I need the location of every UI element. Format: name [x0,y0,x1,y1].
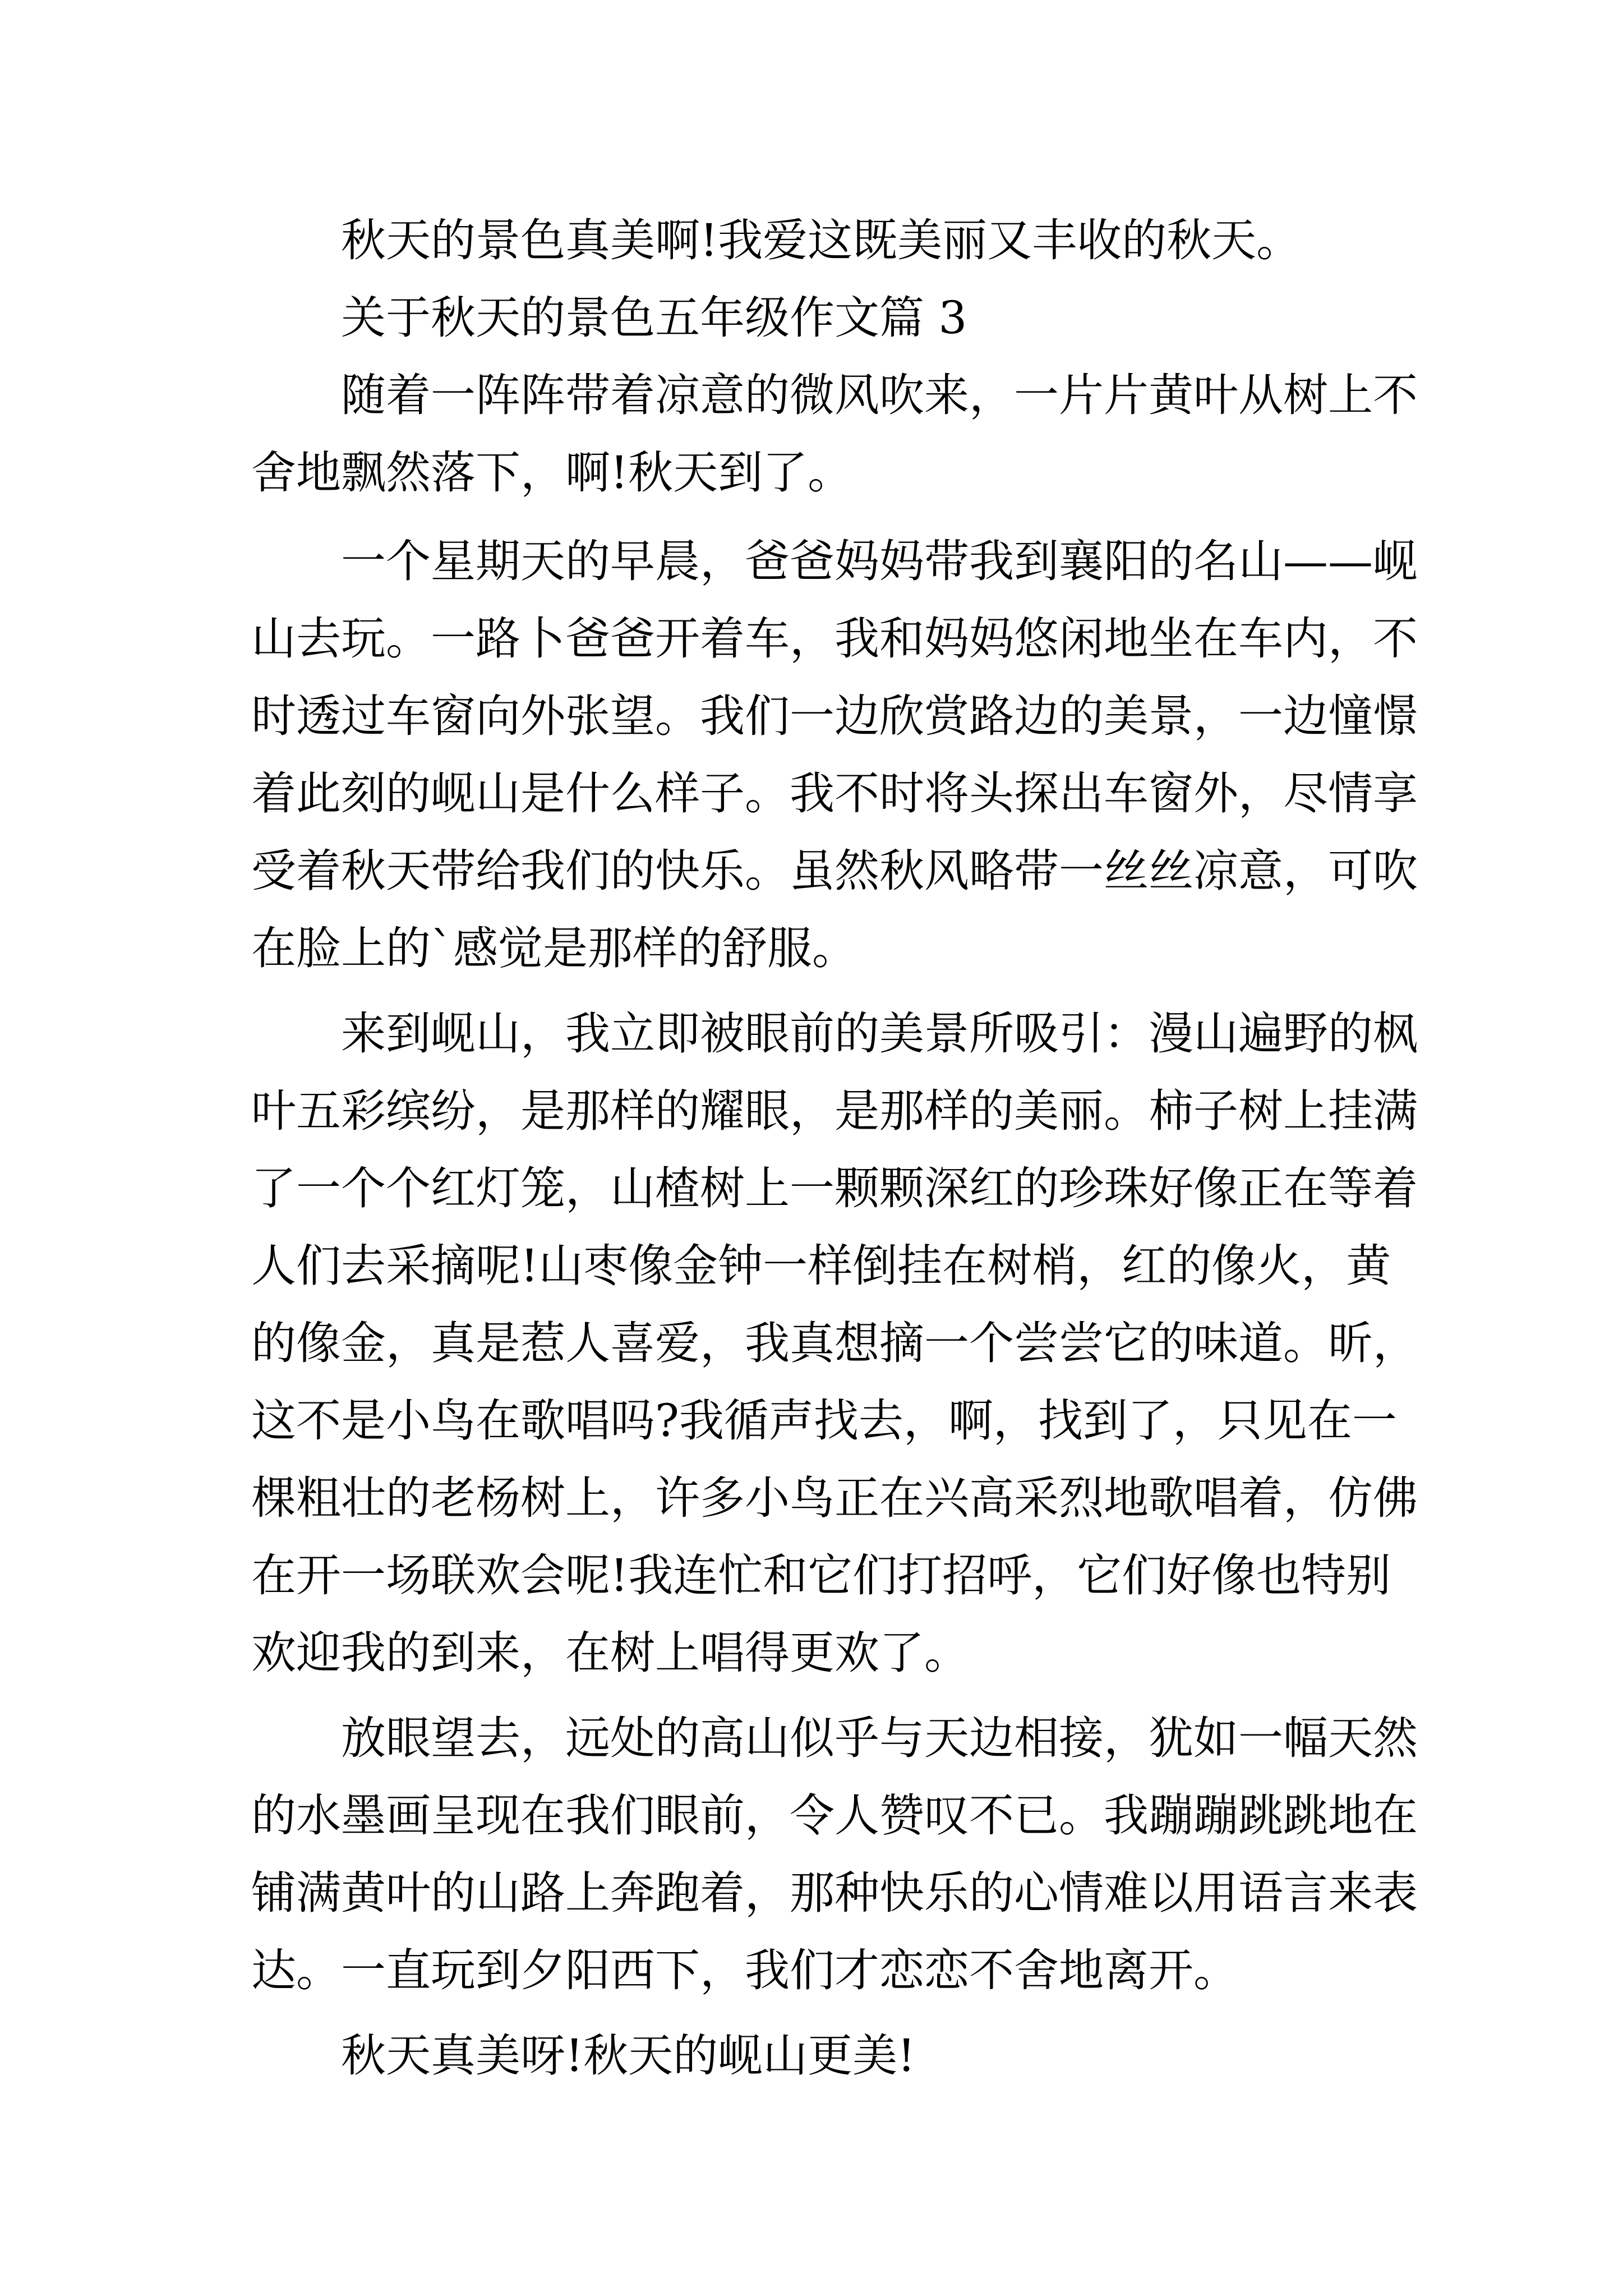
text-line: 山去玩。一路卜爸爸开着车，我和妈妈悠闲地坐在车内，不 [251,613,1418,665]
text-line: 来到岘山，我立即被眼前的美景所吸引：漫山遍野的枫 [341,1007,1418,1060]
text-line: 达。一直玩到夕阳西下，我们才恋恋不舍地离开。 [251,1944,1238,1996]
text-line: 铺满黄叶的山路上奔跑着，那种快乐的心情难以用语言来表 [251,1867,1418,1919]
text-line: 棵粗壮的老杨树上，许多小鸟正在兴高采烈地歌唱着，仿佛 [251,1472,1418,1524]
essay-body [251,202,1418,2095]
text-line: 随着一阵阵带着凉意的微风吹来，一片片黄叶从树上不 [341,369,1418,421]
text-line: 时透过车窗向外张望。我们一边欣赏路边的美景，一边憧憬 [251,690,1418,742]
text-line: 的水墨画呈现在我们眼前，令人赞叹不已。我蹦蹦跳跳地在 [251,1789,1418,1842]
text-line: 这不是小鸟在歌唱吗?我循声找去，啊，找到了，只见在一 [251,1395,1397,1447]
text-line: 秋天真美呀!秋天的岘山更美! [341,2030,916,2082]
text-line: 的像金，真是惹人喜爱，我真想摘一个尝尝它的味道。昕， [251,1317,1418,1369]
text-line: 叶五彩缤纷，是那样的耀眼，是那样的美丽。柿子树上挂满 [251,1085,1418,1137]
text-line: 人们去采摘呢!山枣像金钟一样倒挂在树梢，红的像火，黄 [251,1240,1391,1292]
text-line: 一个星期天的早晨，爸爸妈妈带我到襄阳的名山——岘 [341,535,1418,587]
text-line: 了一个个红灯笼，山楂树上一颗颗深红的珍珠好像正在等着 [251,1162,1418,1214]
text-line: 在开一场联欢会呢!我连忙和它们打招呼，它们好像也特别 [251,1549,1391,1602]
text-line: 放眼望去，远处的高山似乎与天边相接，犹如一幅天然 [341,1712,1418,1764]
text-line: 受着秋天带给我们的快乐。虽然秋风略带一丝丝凉意，可吹 [251,845,1418,897]
text-line: 着此刻的岘山是什么样子。我不时将头探出车窗外，尽情享 [251,767,1418,820]
text-line: 秋天的景色真美啊!我爱这既美丽又丰收的秋天。 [341,214,1302,266]
text-line: 欢迎我的到来，在树上唱得更欢了。 [251,1627,969,1679]
text-line: 关于秋天的景色五年级作文篇 3 [341,292,967,344]
text-line: 舍地飘然落下，啊!秋天到了。 [251,447,853,499]
text-line: 在脸上的`感觉是那样的舒服。 [251,922,857,974]
